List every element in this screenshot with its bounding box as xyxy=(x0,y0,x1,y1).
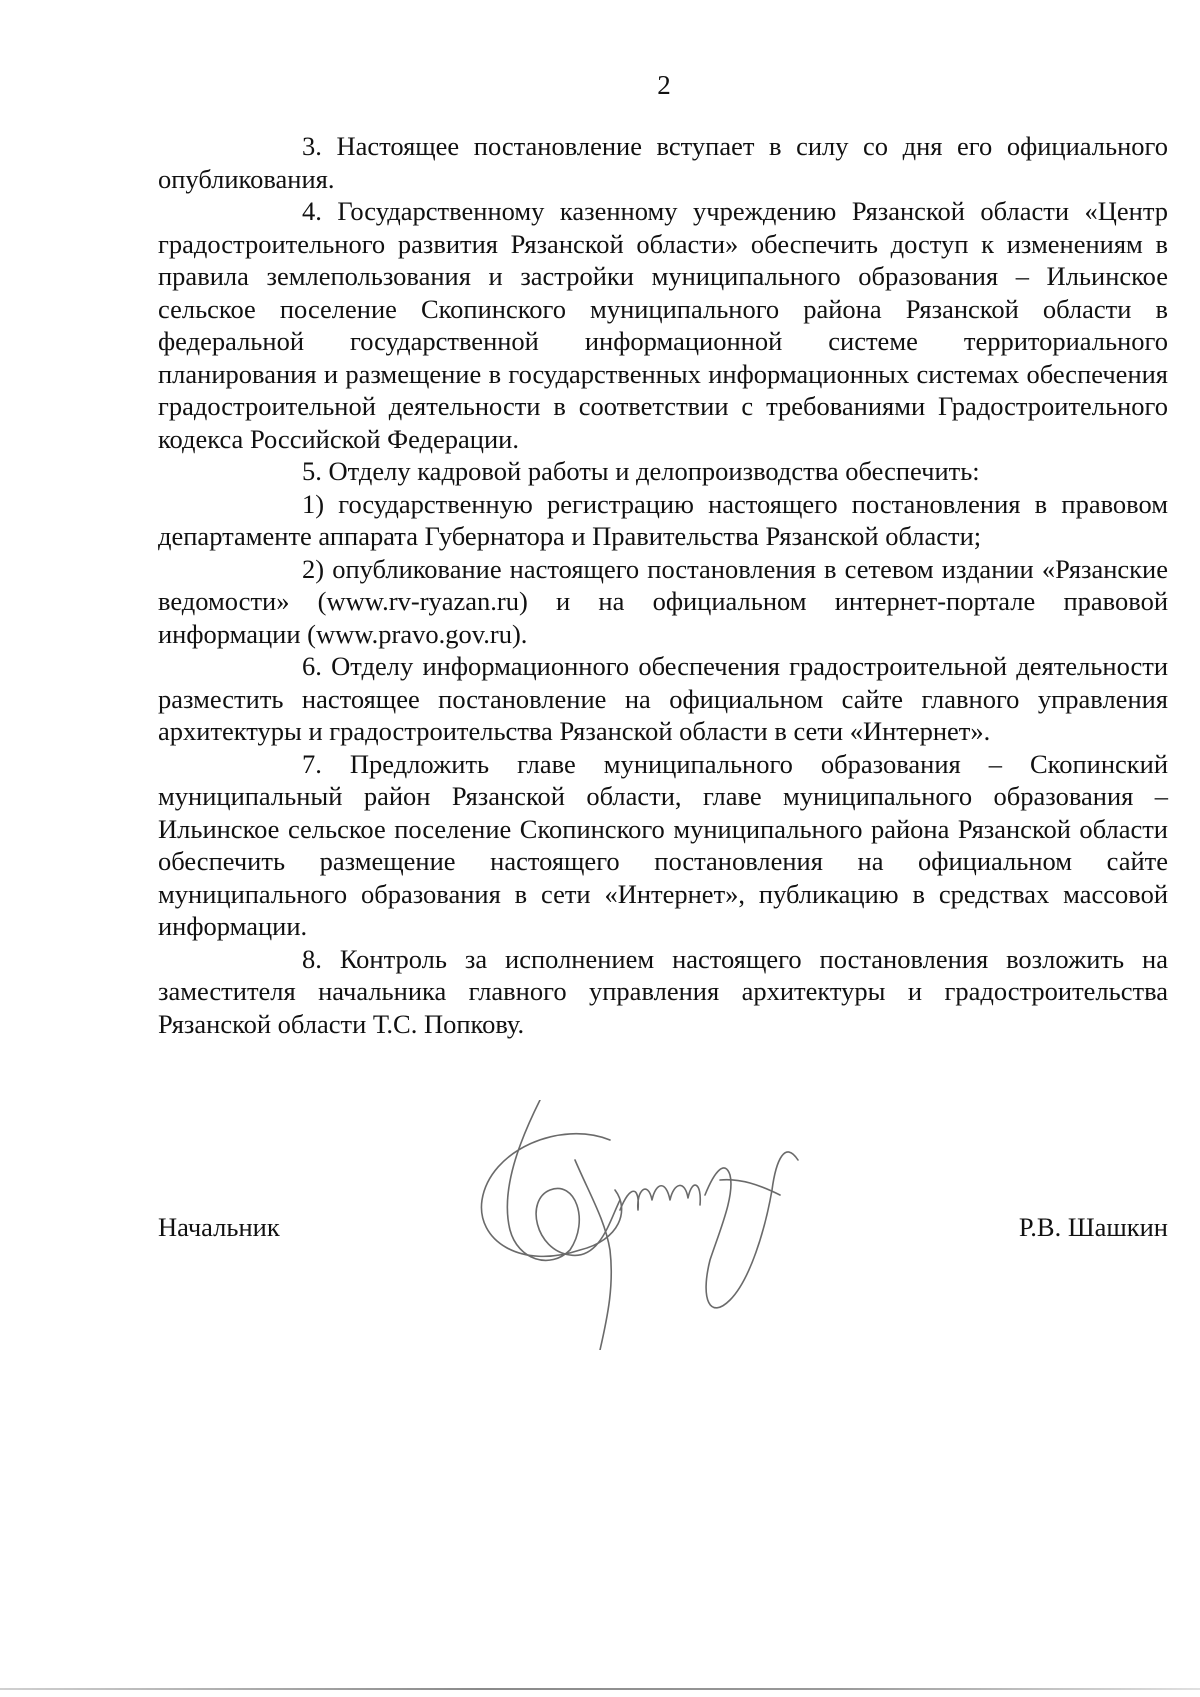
paragraph-number: 3. xyxy=(302,131,322,161)
paragraph-text: Предложить главе муниципального образования – Скопинский муниципальный район Рязанской области, главе муниципального образования – Ильинское сельское поселение Скопинского муниципального района Рязанской области обеспечить размещение настоящего постановления на официальном сайте муниципального образования в сети «Интернет», публикацию в средствах массовой информации. xyxy=(158,748,1168,941)
document-body xyxy=(158,130,1168,1040)
signatory-name: Р.В. Шашкин xyxy=(1018,1212,1168,1242)
subitem-1 xyxy=(158,488,1168,553)
paragraph-text: Настоящее постановление вступает в силу со дня его официального опубликования. xyxy=(158,131,1168,194)
signature-block xyxy=(158,1212,1168,1252)
page-number: 2 xyxy=(657,70,671,100)
paragraph-text: Отделу информационного обеспечения градостроительной деятельности разместить настоящее постановление на официальном сайте главного управления архитектуры и градостроительства Рязанской области в сети «Интернет». xyxy=(158,651,1169,746)
paragraph-text: государственную регистрацию настоящего постановления в правовом департаменте аппарата Губернатора и Правительства Рязанской области; xyxy=(158,488,1169,551)
paragraph-number: 8. xyxy=(302,943,322,974)
paragraph-number: 5. xyxy=(302,456,322,486)
paragraph-text: Государственному казенному учреждению Рязанской области «Центр градостроительного развития Рязанской области» обеспечить доступ к изменениям в правила землепользования и застройки муниципального образования – Ильинское сельское поселение Скопинского муниципального района Рязанской области в федеральной государственной информационной системе территориального планирования и размещение в государственных информационных системах обеспечения градостроительной деятельности в соответствии с требованиями Градостроительного кодекса Российской Федерации. xyxy=(158,196,1169,454)
scan-edge-line xyxy=(0,1688,1200,1690)
paragraph-4 xyxy=(158,195,1168,455)
paragraph-number: 2) xyxy=(302,553,325,584)
paragraph-number: 7. xyxy=(302,748,322,779)
paragraph-text: Отделу кадровой работы и делопроизводства обеспечить: xyxy=(328,456,980,486)
paragraph-5 xyxy=(158,455,1168,488)
paragraph-text: опубликование настоящего постановления в сетевом издании «Рязанские ведомости» (www.rv-ryazan.ru) и на официальном интернет-портале правовой информации (www.pravo.gov.ru). xyxy=(158,553,1169,649)
paragraph-8 xyxy=(158,943,1168,1041)
paragraph-text: Контроль за исполнением настоящего постановления возложить на заместителя начальника главного управления архитектуры и градостроительства Рязанской области Т.С. Попкову. xyxy=(158,943,1168,1039)
paragraph-number: 6. xyxy=(302,651,322,681)
subitem-2 xyxy=(158,553,1168,651)
paragraph-number: 1) xyxy=(302,488,325,519)
signatory-position: Начальник xyxy=(158,1212,280,1242)
paragraph-3 xyxy=(158,130,1168,195)
paragraph-number: 4. xyxy=(302,196,322,226)
paragraph-7 xyxy=(158,748,1168,943)
paragraph-6 xyxy=(158,650,1168,748)
